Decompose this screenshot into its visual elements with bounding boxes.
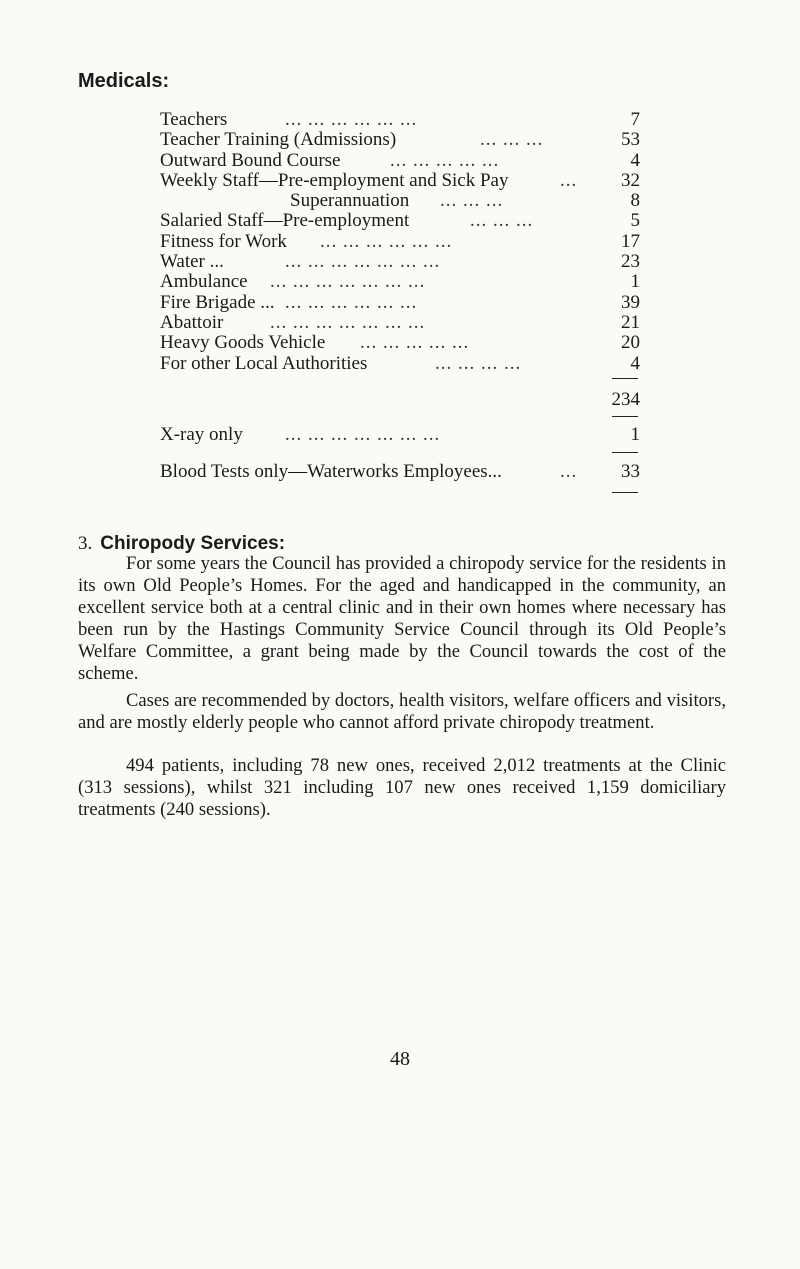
medicals-row-value: 20 xyxy=(621,332,640,354)
blood-rule xyxy=(612,492,638,493)
medicals-row xyxy=(160,130,640,150)
medicals-row-dots: ... ... ... ... ... ... ... xyxy=(270,311,426,333)
medicals-list xyxy=(160,110,640,374)
medicals-row-label: Teachers xyxy=(160,109,228,130)
total-rule-bottom xyxy=(612,416,638,417)
medicals-row-dots: ... ... ... xyxy=(440,190,504,212)
medicals-row xyxy=(160,272,640,292)
medicals-row xyxy=(160,354,640,374)
medicals-row xyxy=(160,252,640,272)
medicals-row-dots: ... ... ... ... ... ... ... xyxy=(285,251,441,273)
medicals-row-value: 4 xyxy=(630,149,640,171)
medicals-row-value: 21 xyxy=(621,311,640,333)
medicals-row xyxy=(160,313,640,333)
medicals-heading: Medicals: xyxy=(78,70,170,92)
medicals-row-value: 23 xyxy=(621,251,640,273)
medicals-row xyxy=(160,333,640,353)
medicals-row-value: 8 xyxy=(630,190,640,212)
medicals-row xyxy=(160,293,640,313)
medicals-row-value: 5 xyxy=(630,210,640,232)
total-rule-top xyxy=(612,378,638,379)
medicals-row xyxy=(160,171,640,191)
blood-dots: ... xyxy=(560,461,578,482)
medicals-row-label: Abattoir xyxy=(160,311,224,333)
section-number: 3. xyxy=(78,533,93,554)
paragraph-1: For some years the Council has provided a chiropody service for the residents in its own Old People’s Homes. For the aged and handicapped in the community, an excellent service both at a central clinic and in their own homes where necessary has been run by the Hastings Community Service Council through its Old People’s Welfare Committee, a grant being made by the Council towards the cost of the scheme. xyxy=(78,553,726,684)
medicals-row xyxy=(160,191,640,211)
medicals-row-value: 39 xyxy=(621,291,640,313)
xray-rule xyxy=(612,452,638,453)
medicals-row xyxy=(160,232,640,252)
medicals-row-value: 7 xyxy=(630,109,640,130)
xray-dots: ... ... ... ... ... ... ... xyxy=(285,424,441,445)
medicals-row-label: Fitness for Work xyxy=(160,230,287,252)
medicals-row-label: Salaried Staff—Pre-employment xyxy=(160,210,410,232)
medicals-row-dots: ... ... ... ... ... xyxy=(390,149,500,171)
medicals-row-value: 53 xyxy=(621,129,640,151)
xray-row xyxy=(160,425,640,445)
medicals-row-dots: ... ... ... ... ... xyxy=(360,332,470,354)
medicals-row-label: Superannuation xyxy=(290,190,410,212)
medicals-row-dots: ... ... ... ... xyxy=(435,352,522,374)
medicals-row-label: For other Local Authorities xyxy=(160,352,368,374)
medicals-row-dots: ... ... ... ... ... ... xyxy=(285,291,418,313)
medicals-row xyxy=(160,211,640,231)
medicals-row-dots: ... ... ... ... ... ... xyxy=(320,230,453,252)
medicals-row-dots: ... xyxy=(560,169,578,191)
medicals-row-label: Teacher Training (Admissions) xyxy=(160,129,397,151)
medicals-row-dots: ... ... ... ... ... ... ... xyxy=(270,271,426,293)
paragraph-2: Cases are recommended by doctors, health visitors, welfare officers and visitors, and are mostly elderly people who cannot afford private chiropody treatment. xyxy=(78,690,726,733)
medicals-row-label: Fire Brigade ... xyxy=(160,291,275,313)
total-value: 234 xyxy=(611,389,640,410)
blood-value: 33 xyxy=(621,461,640,482)
medicals-row-value: 1 xyxy=(630,271,640,293)
medicals-row-label: Ambulance xyxy=(160,271,248,293)
medicals-row-label: Heavy Goods Vehicle xyxy=(160,332,326,354)
blood-row xyxy=(160,462,640,482)
medicals-row xyxy=(160,151,640,171)
medicals-row-dots: ... ... ... xyxy=(480,129,544,151)
paragraph-3: 494 patients, including 78 new ones, received 2,012 treatments at the Clinic (313 sessions), whilst 321 including 107 new ones received 1,159 domiciliary treatments (240 sessions). xyxy=(78,755,726,820)
section-heading xyxy=(78,533,285,555)
medicals-row-value: 4 xyxy=(630,352,640,374)
medicals-row-label: Outward Bound Course xyxy=(160,149,341,171)
page-number: 48 xyxy=(390,1048,410,1070)
medicals-row-dots: ... ... ... ... ... ... xyxy=(285,109,418,130)
section-title: Chiropody Services: xyxy=(100,533,286,554)
medicals-row-label: Weekly Staff—Pre-employment and Sick Pay xyxy=(160,169,509,191)
medicals-row-value: 17 xyxy=(621,230,640,252)
medicals-row-dots: ... ... ... xyxy=(470,210,534,232)
medicals-row xyxy=(160,110,640,130)
medicals-row-label: Water ... xyxy=(160,251,224,273)
xray-value: 1 xyxy=(630,424,640,445)
medicals-row-value: 32 xyxy=(621,169,640,191)
xray-label: X-ray only xyxy=(160,424,243,445)
blood-label: Blood Tests only—Waterworks Employees... xyxy=(160,461,502,482)
